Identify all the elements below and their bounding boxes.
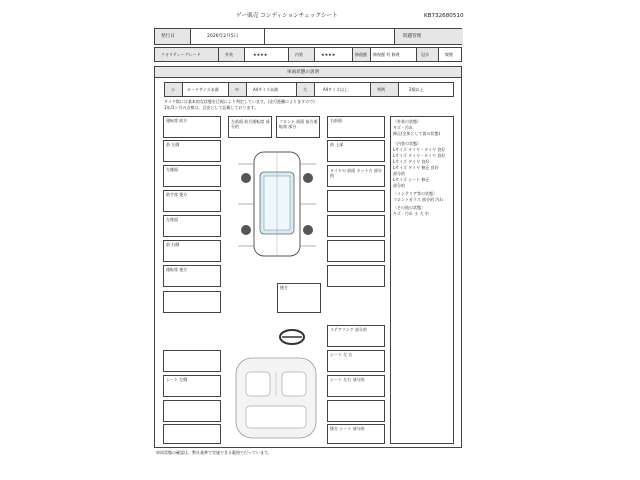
right-box-6 [327, 240, 385, 262]
br-box-2-label: シート 左 右 [330, 352, 353, 357]
cell-b [371, 48, 417, 61]
left-box-2-label: 前 左側 [166, 142, 180, 147]
br-box-3 [327, 375, 385, 397]
bl-box-2-label: シート 左側 [166, 377, 188, 382]
grade-label: クオリティーグレード [161, 52, 201, 57]
left-box-4 [163, 190, 221, 212]
left-box-2 [163, 140, 221, 162]
control-no-cell [395, 29, 463, 44]
grade-label-cell [155, 48, 219, 61]
notes-block2-line3: Lサイズ タイヤ 良好 [393, 159, 430, 164]
cell-c [417, 48, 439, 61]
mid-box-2-label: フロント 前面 前方運転席 部分 [279, 119, 318, 129]
left-box-1 [163, 116, 221, 138]
legend-s-label: 小 [171, 87, 175, 92]
legend-l-text: A4サイズ以上 [323, 87, 348, 92]
left-box-8 [163, 291, 221, 313]
br-box-1-label: ステアリング 部分的 [330, 327, 367, 332]
info-row-date [154, 28, 462, 45]
cell-b-text: 修復歴 有 修理 [373, 52, 400, 57]
legend-m-label: 中 [235, 87, 239, 92]
date-label-cell [155, 29, 191, 44]
left-box-1-label: 運転席 前方 [166, 118, 188, 123]
legend-m-text: A4サイズ未満 [253, 87, 278, 92]
right-box-1 [327, 116, 385, 138]
interior-stars: ★★★★ [321, 52, 336, 57]
car-top-view [230, 142, 324, 264]
legend-l-text-cell [315, 83, 371, 96]
page-title: ゲー販売 コンディションチェックシート [236, 13, 338, 19]
left-box-7-label: 運転席 後方 [166, 267, 188, 272]
wheel-rear-left [241, 225, 251, 235]
right-box-7 [327, 265, 385, 287]
note-line-2: 1年/1ヶ月の点検は、目安として記載しております。 [164, 105, 259, 110]
legend-extra-text-cell [399, 83, 455, 96]
bl-box-2 [163, 375, 221, 397]
bl-box-4 [163, 424, 221, 444]
legend-m [229, 83, 247, 96]
legend-s [165, 83, 183, 96]
legend-extra-text: 2個以上 [409, 87, 424, 92]
notes-block1-line1: キズ・汚れ [393, 125, 413, 130]
blank-cell [265, 29, 395, 44]
interior-label-cell [289, 48, 315, 61]
mid-box-1 [228, 116, 272, 138]
wheel-front-right [303, 173, 313, 183]
right-box-3 [327, 165, 385, 187]
bl-box-3 [163, 400, 221, 422]
interior-stars-cell [315, 48, 353, 61]
cell-d [439, 48, 463, 61]
exterior-stars-cell [245, 48, 289, 61]
wheel-front-left [241, 173, 251, 183]
right-box-1-label: 右前面 [330, 118, 342, 123]
notes-block2-line6: Lサイズ シート 修正 [393, 177, 430, 182]
left-box-5-label: 左後面 [166, 217, 178, 222]
br-box-2 [327, 350, 385, 372]
notes-block2-line1: Lサイズ タイヤ・タイヤ 良好 [393, 147, 446, 152]
rear-box-label: 後方 [280, 285, 288, 290]
notes-block2-line2: Lサイズ タイヤ・タイヤ 良好 [393, 153, 446, 158]
left-box-5 [163, 215, 221, 237]
left-box-3-label: 左側面 [166, 167, 178, 172]
legend-extra [371, 83, 399, 96]
mid-box-1-label: 左前面 前方運転席 部分的 [231, 119, 270, 129]
exterior-label-cell [219, 48, 245, 61]
cell-a [353, 48, 371, 61]
legend-row [164, 82, 454, 97]
mid-box-2 [276, 116, 320, 138]
br-box-1 [327, 325, 385, 347]
legend-l-label: 大 [303, 87, 307, 92]
wheel-rear-right [303, 225, 313, 235]
right-box-5 [327, 215, 385, 237]
doc-code: KB732680510 [424, 13, 464, 19]
notes-block1-line2: 修正(全体として面の状態) [393, 131, 441, 136]
right-box-2-label: 前 上部 [330, 142, 344, 147]
rear-box [277, 283, 321, 313]
legend-s-text-cell [183, 83, 229, 96]
steering-wheel-icon [278, 328, 306, 346]
date-label: 発行日 [161, 34, 175, 39]
exterior-stars: ★★★★ [253, 52, 268, 57]
section-header [154, 66, 462, 78]
quality-row [154, 47, 462, 62]
br-box-5-label: 後方 シート 部分的 [330, 426, 365, 431]
legend-extra-label: 判例 [377, 87, 385, 92]
legend-l [297, 83, 315, 96]
br-box-5 [327, 424, 385, 444]
date-value: 2026年2月5日 [207, 34, 239, 39]
notes-block2-line4: Lサイズ タイヤ 修正 良好 [393, 165, 439, 170]
left-box-7 [163, 265, 221, 287]
left-box-6-label: 前 右側 [166, 242, 180, 247]
right-box-3-label: タイヤの 前面 ネット方 部分的 [330, 168, 382, 178]
notes-block1-title: 〈外装の状態〉 [393, 119, 421, 124]
cell-a-text: 修復歴 [355, 52, 367, 57]
notes-block4-line1: キズ・汚れ 小 大 中 [393, 211, 429, 216]
exterior-label: 外装 [225, 52, 233, 57]
interior-label: 内装 [295, 52, 303, 57]
note-line-1: タイヤ数には基本的な状態を目視により判定しています。(走行距離によりますので) [164, 99, 315, 104]
legend-m-text-cell [247, 83, 297, 96]
car-interior-view [228, 352, 324, 442]
notes-block2-title: 〈内装の状態〉 [393, 141, 421, 146]
footer-note: 車両状態の確認は、弊社基準で実施できる範囲で行っています。 [156, 450, 272, 455]
right-box-4 [327, 190, 385, 212]
cell-c-text: 冠水 [421, 52, 429, 57]
cell-d-text: 喫煙 [445, 52, 453, 57]
notes-block3-line1: フロントガラス 部分的 汚れ [393, 197, 444, 202]
left-box-3 [163, 165, 221, 187]
date-value-cell [191, 29, 265, 44]
section-title: 車両状態の説明 [287, 70, 320, 75]
bl-box-1 [163, 350, 221, 372]
right-box-2 [327, 140, 385, 162]
control-no-label: 問題管理 [403, 34, 422, 39]
notes-block2-line7: 部分的 [393, 183, 405, 188]
notes-panel [390, 116, 454, 444]
br-box-3-label: シート 左右 部分的 [330, 377, 365, 382]
left-box-6 [163, 240, 221, 262]
notes-block3-title: 〈インテリア等の状態〉 [393, 191, 437, 196]
legend-s-text: カードサイズ未満 [187, 87, 219, 92]
br-box-4 [327, 400, 385, 422]
left-box-4-label: 助手席 後方 [166, 192, 188, 197]
notes-block4-title: 〈その他の状態〉 [393, 205, 425, 210]
notes-block2-line5: 部分的 [393, 171, 405, 176]
